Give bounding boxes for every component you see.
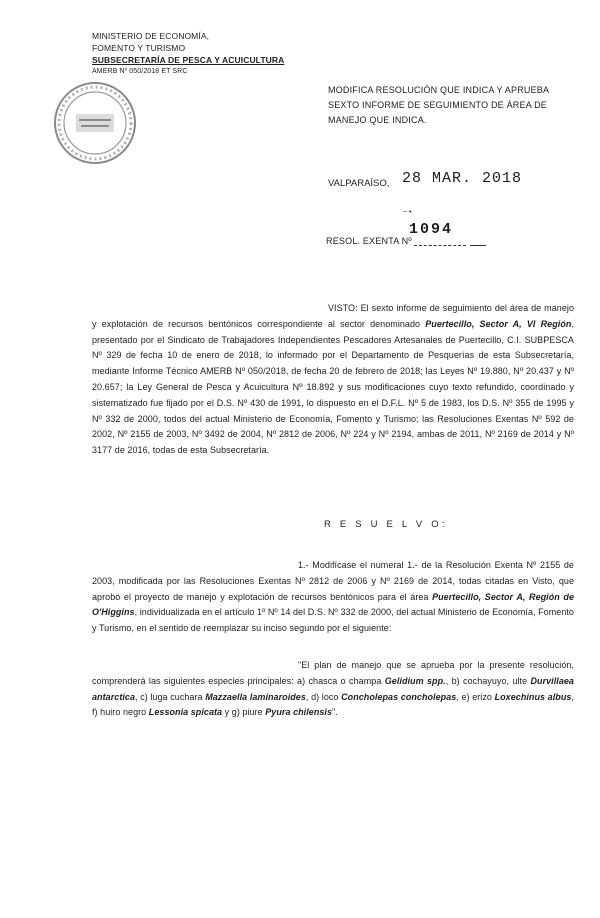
resuelvo-heading: R E S U E L V O: bbox=[324, 519, 448, 530]
quoted-paragraph bbox=[92, 658, 574, 721]
document-subject: MODIFICA RESOLUCIÓN QUE INDICA Y APRUEBA SEXTO INFORME DE SEGUIMIENTO DE ÁREA DE MANEJO QUE INDICA. bbox=[328, 85, 549, 125]
visto-lead: VISTO: El sexto informe de seguimiento del área de manejo y explotación de recursos bentónicos correspondiente al sector denominado bbox=[92, 303, 574, 329]
quote-t7: y g) piure bbox=[222, 707, 266, 718]
place-label: VALPARAÍSO, bbox=[328, 178, 390, 189]
species-1: Gelidium spp. bbox=[384, 675, 446, 686]
resolution-date: 28 MAR. 2018 bbox=[402, 170, 523, 187]
species-3: Mazzaella laminaroides bbox=[205, 691, 306, 702]
species-6: Lessonia spicata bbox=[148, 707, 223, 718]
species-7: Pyura chilensis bbox=[265, 707, 333, 718]
visto-rest: , presentado por el Sindicato de Trabajadores Independientes Pescadores Artesanales de Puertecillo, C.I. SUBPESCA Nº 329 de fecha 10 de enero de 2018, lo informado por el Departamento de Pesquerías de esta Subsecretaría, mediante Informe Técnico AMERB Nº 050/2018, de fecha 20 de febrero de 2018; las Leyes Nº 19.880, Nº 20.437 y Nº 20.657; la Ley General de Pesca y Acuicultura Nº 18.892 y sus modificaciones cuyo texto refundido, coordinado y sistematizado fue fijado por el D.S. Nº 430 de 1991, lo dispuesto en el D.F.L. Nº 5 de 1983, los D.S. Nº 355 de 1995 y Nº 332 de 2000, todos del actual Ministerio de Economía, Fomento y Turismo; las Resoluciones Exentas Nº 592 de 2002, Nº 2155 de 2003, Nº 3492 de 2004, Nº 2812 de 2006, Nº 224 y Nº 2194, ambas de 2011, Nº 2169 de 2014 y Nº 3177 de 2016, todas de esta Subsecretaría. bbox=[92, 318, 574, 456]
species-5: Loxechinus albus bbox=[494, 691, 572, 702]
number-blank bbox=[414, 245, 466, 246]
number-blank-trail bbox=[470, 245, 486, 246]
undersecretariat-name: SUBSECRETARÍA DE PESCA Y ACUICULTURA bbox=[92, 55, 285, 65]
quote-t8: ". bbox=[332, 707, 338, 718]
resolution-number: 1094 bbox=[409, 221, 454, 238]
quote-t6: , f) huiro negro bbox=[92, 691, 574, 718]
quote-t5: , e) erizo bbox=[456, 691, 495, 702]
quote-t1: "El plan de manejo que se aprueba por la presente resolución, comprenderá las siguientes especies principales: a) chasca o champa bbox=[92, 660, 574, 686]
art1-rest: , individualizada en el artículo 1º Nº 14 del D.S. Nº 332 de 2000, del actual Ministerio de Economía, Fomento y Turismo, en el sentido de reemplazar su inciso segundo por el siguiente: bbox=[92, 607, 574, 634]
species-2: Durvillaea antarctica bbox=[92, 675, 574, 702]
visto-sector: Puertecillo, Sector A, VI Región bbox=[425, 318, 572, 329]
handwritten-mark: ~ • bbox=[403, 209, 412, 216]
quote-t2: , b) cochayuyo, ulte bbox=[445, 675, 531, 686]
letterhead bbox=[92, 30, 284, 78]
species-4: Concholepas concholepas bbox=[341, 691, 457, 702]
resolution-number-line bbox=[326, 236, 486, 246]
ministry-name-cont: FOMENTO Y TURISMO bbox=[92, 43, 186, 53]
official-seal-stamp bbox=[52, 80, 138, 166]
quote-t3: , c) luga cuchara bbox=[135, 691, 206, 702]
visto-paragraph bbox=[92, 301, 574, 459]
reference-code: AMERB Nº 050/2018 ET SRC bbox=[92, 68, 188, 75]
ministry-name: MINISTERIO DE ECONOMÍA, bbox=[92, 31, 210, 41]
article-1-paragraph bbox=[92, 558, 574, 637]
art1-area: Puertecillo, Sector A, Región de O'Higgins bbox=[92, 591, 575, 618]
art1-lead: 1.- Modifícase el numeral 1.- de la Resolución Exenta Nº 2155 de 2003, modificada por las Resoluciones Exentas Nº 2812 de 2006 y Nº 2169 de 2014, todas citadas en Visto, que aprobó el proyecto de manejo y explotación de recursos bentónicos para el área bbox=[92, 560, 574, 602]
resolution-label: RESOL. EXENTA Nº bbox=[326, 236, 412, 246]
quote-t4: , d) loco bbox=[305, 691, 342, 702]
